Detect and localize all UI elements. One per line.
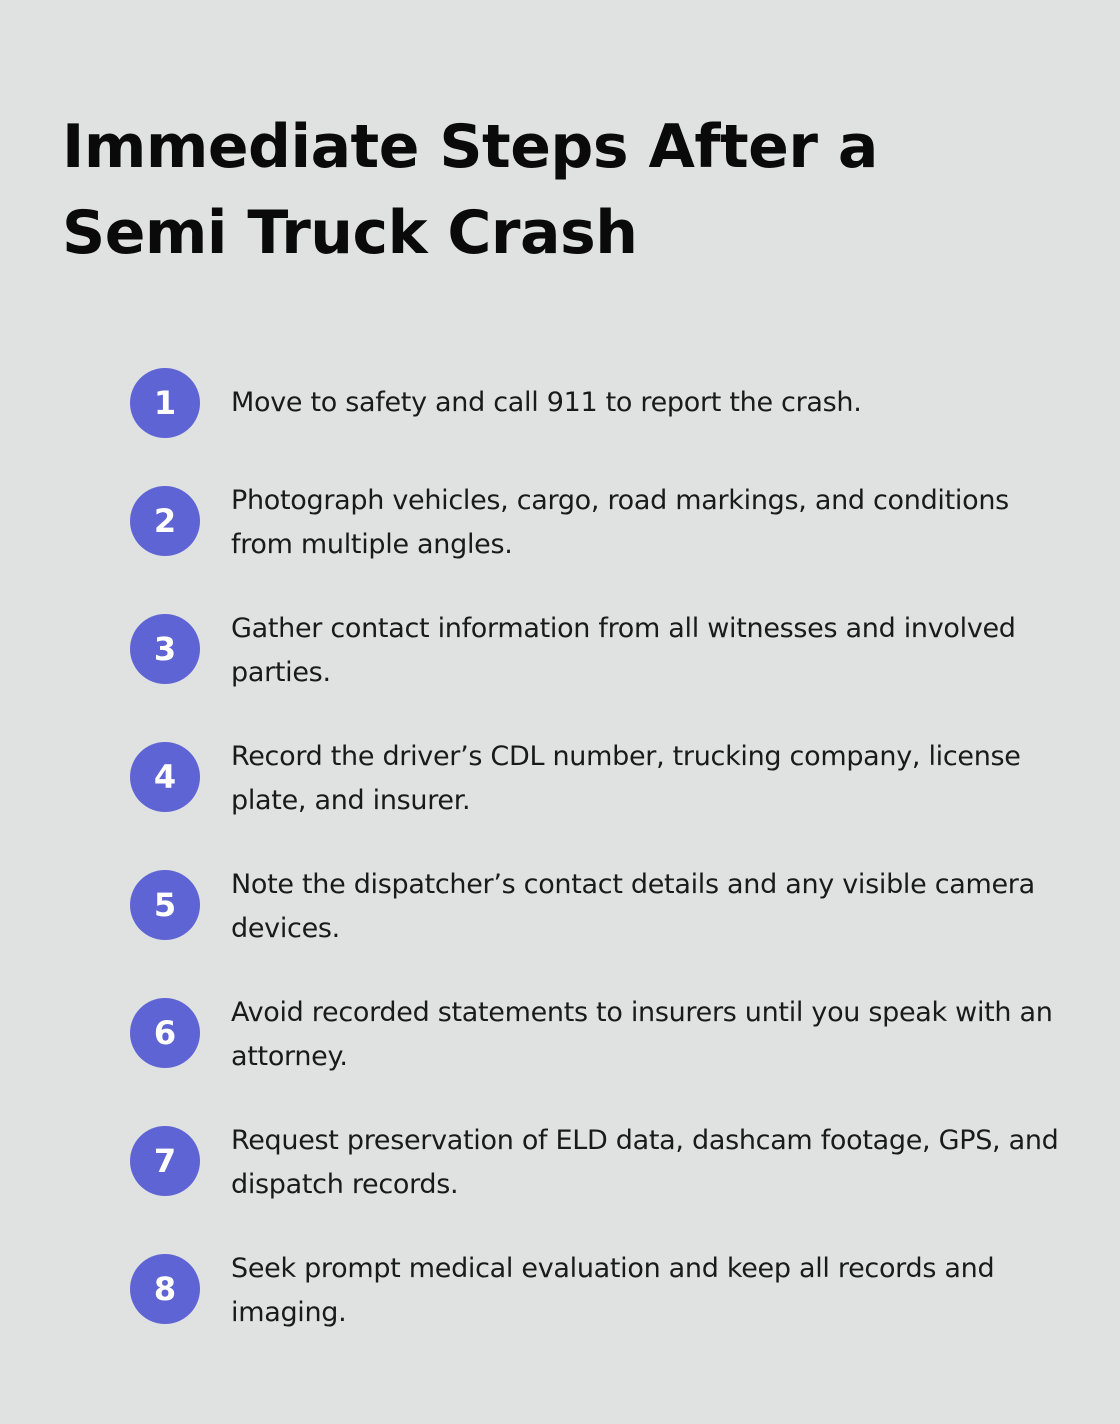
step-number-badge: 6 — [130, 998, 200, 1068]
step-text: Seek prompt medical evaluation and keep all records and imaging. — [231, 1253, 995, 1328]
step-number-badge: 1 — [130, 368, 200, 438]
list-item — [0, 1254, 1120, 1364]
step-number-badge: 7 — [130, 1126, 200, 1196]
step-number-badge: 8 — [130, 1254, 200, 1324]
list-item — [0, 1126, 1120, 1236]
list-item — [0, 614, 1120, 724]
list-item — [0, 742, 1120, 852]
step-text: Photograph vehicles, cargo, road markings, and conditions from multiple angles. — [231, 485, 1009, 560]
list-item — [0, 368, 1120, 478]
page-title: Immediate Steps After a Semi Truck Crash — [62, 112, 878, 268]
step-text: Request preservation of ELD data, dashcam footage, GPS, and dispatch records. — [231, 1125, 1059, 1200]
step-text: Note the dispatcher’s contact details and any visible camera devices. — [231, 869, 1035, 944]
step-number-badge: 3 — [130, 614, 200, 684]
step-number-badge: 4 — [130, 742, 200, 812]
step-text: Record the driver’s CDL number, trucking company, license plate, and insurer. — [231, 741, 1021, 816]
list-item — [0, 870, 1120, 980]
list-item — [0, 486, 1120, 596]
step-text: Gather contact information from all witnesses and involved parties. — [231, 613, 1016, 688]
step-number-badge: 5 — [130, 870, 200, 940]
step-text: Avoid recorded statements to insurers until you speak with an attorney. — [231, 997, 1053, 1072]
step-text: Move to safety and call 911 to report the crash. — [231, 387, 862, 418]
list-item — [0, 998, 1120, 1108]
step-number-badge: 2 — [130, 486, 200, 556]
